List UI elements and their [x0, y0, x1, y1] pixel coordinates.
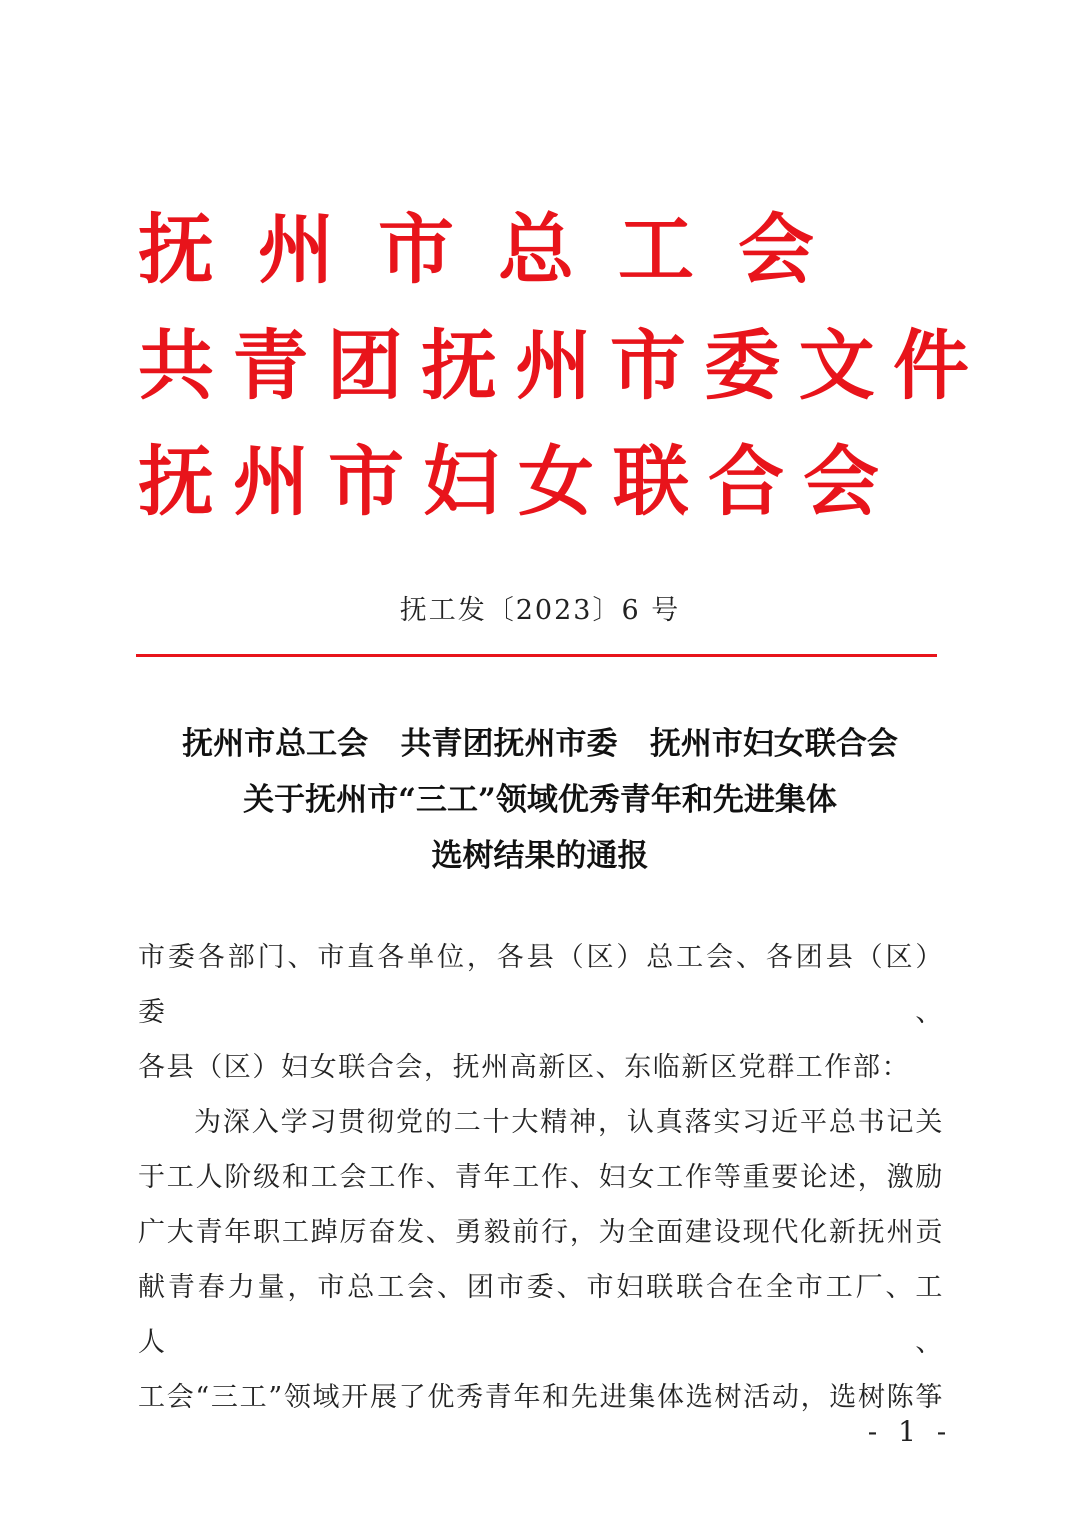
- masthead-char: 委: [704, 321, 781, 410]
- body-line: 市委各部门、市直各单位，各县（区）总工会、各团县（区）委、: [138, 942, 944, 1028]
- body-line: 工会“三工”领域开展了优秀青年和先进集体选树活动，选树陈筝: [138, 1382, 944, 1413]
- masthead-char: 市: [378, 205, 454, 294]
- masthead-char: 州: [233, 437, 309, 526]
- masthead-char: 青: [232, 321, 309, 410]
- document-body: [138, 930, 944, 1425]
- page-number: - 1 -: [867, 1415, 953, 1448]
- masthead-char: 抚: [138, 205, 214, 294]
- masthead-char: 会: [803, 437, 879, 526]
- masthead-char: 市: [328, 437, 404, 526]
- masthead-char: 团: [326, 321, 403, 410]
- title-line-2: 关于抚州市“三工”领域优秀青年和先进集体: [243, 782, 837, 818]
- masthead-char: 妇: [423, 437, 499, 526]
- body-line: 献青春力量，市总工会、团市委、市妇联联合在全市工厂、工人、: [138, 1272, 944, 1358]
- masthead-char: 抚: [138, 437, 214, 526]
- masthead-char: 总: [498, 205, 574, 294]
- masthead-char: 市: [609, 321, 686, 410]
- masthead-line-1: [138, 192, 978, 308]
- masthead-char: 件: [893, 321, 969, 410]
- masthead-char: 共: [138, 321, 214, 410]
- masthead-char: 文: [798, 321, 875, 410]
- masthead-line-3: [138, 424, 978, 540]
- masthead-char: 抚: [421, 321, 498, 410]
- document-number: 抚工发〔2023〕6 号: [399, 595, 681, 626]
- masthead-char: 州: [515, 321, 592, 410]
- masthead-char: 联: [613, 437, 689, 526]
- masthead-char: 会: [738, 205, 814, 294]
- document-title: [0, 716, 1080, 884]
- masthead-line-2: [138, 308, 978, 424]
- body-line: 为深入学习贯彻党的二十大精神，认真落实习近平总书记关: [194, 1107, 944, 1138]
- masthead-char: 女: [518, 437, 594, 526]
- body-line: 广大青年职工踔厉奋发、勇毅前行，为全面建设现代化新抚州贡: [138, 1217, 944, 1248]
- masthead-char: 工: [618, 205, 694, 294]
- masthead-char: 州: [258, 205, 334, 294]
- red-masthead: [138, 192, 978, 540]
- title-line-3: 选树结果的通报: [431, 838, 649, 874]
- body-line: 各县（区）妇女联合会，抚州高新区、东临新区党群工作部：: [138, 1052, 911, 1083]
- title-line-1: 抚州市总工会 共青团抚州市委 抚州市妇女联合会: [182, 726, 898, 762]
- masthead-char: 合: [708, 437, 784, 526]
- body-line: 于工人阶级和工会工作、青年工作、妇女工作等重要论述，激励: [138, 1162, 944, 1193]
- red-divider-rule: [136, 654, 937, 657]
